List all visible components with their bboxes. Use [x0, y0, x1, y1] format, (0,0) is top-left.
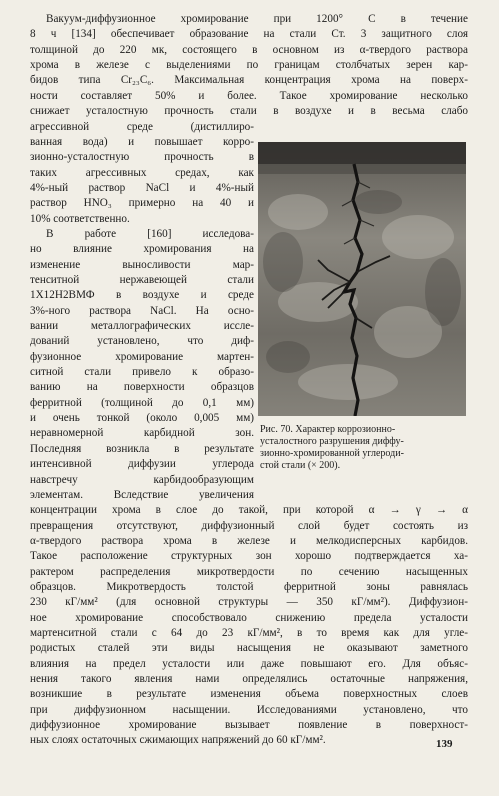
text-line: рактером распределения микротвердости по сечению насыщенных: [30, 565, 468, 578]
text-line: фузионное хромирование мартен-: [30, 350, 254, 363]
text-line: бидов типа Cr₂₃C₆. Максимальная концентрация хрома на поверх-: [30, 74, 468, 87]
text-line: образцов. Микротвердость толстой ферритной зоны равнялась: [30, 580, 468, 593]
text-line: дований установлено, что диф-: [30, 335, 254, 348]
text-line: возникшие в результате изменения объема поверхностных слоев: [30, 688, 468, 701]
text-line: интенсивной диффузии углерода: [30, 458, 254, 471]
text-line: ванию на поверхности образцов: [30, 381, 254, 394]
text-line: ное хромирование способствовало снижению предела усталости: [30, 611, 468, 624]
text-line: диффузионное хромирование вызывает появление в поверхност-: [30, 719, 468, 732]
text-line: 8 ч [134] обеспечивает образование на стали Ст. 3 защитного слоя: [30, 28, 468, 41]
figure-caption: [260, 424, 470, 472]
caption-line: зионно-хромированной углероди-: [260, 448, 404, 459]
text-line: 3%-ного раствора NaCl. На осно-: [30, 304, 254, 317]
text-line: мартенситной стали с 64 до 23 кГ/мм², в то время как для угле-: [30, 627, 468, 639]
text-line: зионно-усталостную прочность в: [30, 151, 254, 164]
text-line: нения такого явления нами определялись остаточные напряжения,: [30, 673, 468, 685]
text-line: ситной стали привело к образо-: [30, 366, 254, 379]
text-line: вании металлографических иссле-: [30, 320, 254, 332]
micrograph-figure: [258, 142, 466, 416]
text-line: Последняя возникла в результате: [30, 442, 254, 455]
caption-line: усталостного разрушения диффу-: [260, 436, 404, 447]
text-line: неравномерной карбидной зон.: [30, 427, 254, 440]
caption-line: стой стали (× 200).: [260, 460, 341, 471]
text-line: 1Х12Н2ВМФ в воздухе и среде: [30, 289, 254, 302]
text-line: но влияние хромирования на: [30, 243, 254, 256]
micrograph-image: [258, 142, 466, 416]
text-line: таких агрессивных средах, как: [30, 166, 254, 179]
text-line: агрессивной среде (дистиллиро-: [30, 120, 254, 133]
text-line: ности составляет 50% и более. Такое хромирование несколько: [30, 89, 468, 102]
text-line: навстречу карбидообразующим: [30, 473, 254, 486]
text-line: элементам. Вследствие увеличения: [30, 488, 254, 501]
text-line: раствор HNO₃ примерно на 40 и: [30, 197, 254, 210]
text-line: ных слоях остаточных сжимающих напряжений до 60 кГ/мм².: [30, 734, 326, 747]
text-line: α-твердого раствора хрома в железе и мелкодисперсных карбидов.: [30, 534, 468, 547]
text-line: концентрации хрома в слое до такой, при которой α → γ → α: [30, 504, 468, 517]
text-line: изменение выносливости мар-: [30, 258, 254, 271]
caption-line: Рис. 70. Характер коррозионно-: [260, 424, 396, 435]
page-number: 139: [436, 738, 453, 750]
text-line: ванная вода) и повышает корро-: [30, 135, 254, 148]
text-line: при диффузионном насыщении. Исследованиями установлено, что: [30, 703, 468, 716]
text-line: Такое расположение структурных зон хорошо подтверждается ха-: [30, 550, 468, 563]
text-line: и очень тонкой (около 0,005 мм): [30, 412, 254, 425]
text-line: 10% соответственно.: [30, 212, 130, 225]
text-line: В работе [160] исследова-: [46, 227, 254, 240]
text-line: влияния на предел усталости или даже повышают его. Для объяс-: [30, 657, 468, 670]
text-line: 4%-ный раствор NaCl и 4%-ный: [30, 181, 254, 194]
text-line: ферритной (толщиной до 0,1 мм): [30, 396, 254, 409]
text-line: снижает усталостную прочность стали в воздухе и в весьма слабо: [30, 105, 468, 118]
text-line: толщиной до 220 мк, состоящего в основном из α-твердого раствора: [30, 43, 468, 56]
text-line: хрома в железе с выделениями по границам столбчатых зерен кар-: [30, 59, 468, 71]
text-line: Вакуум-диффузионное хромирование при 1200° С в течение: [46, 13, 468, 25]
text-line: тенситной нержавеющей стали: [30, 273, 254, 286]
text-line: 230 кГ/мм² (для основной структуры — 350 кГ/мм²). Диффузион-: [30, 596, 468, 609]
text-line: родистых сталей эти виды насыщения не оказывают заметного: [30, 642, 468, 655]
text-line: превращения отсутствуют, диффузионный слой будет состоять из: [30, 519, 468, 532]
